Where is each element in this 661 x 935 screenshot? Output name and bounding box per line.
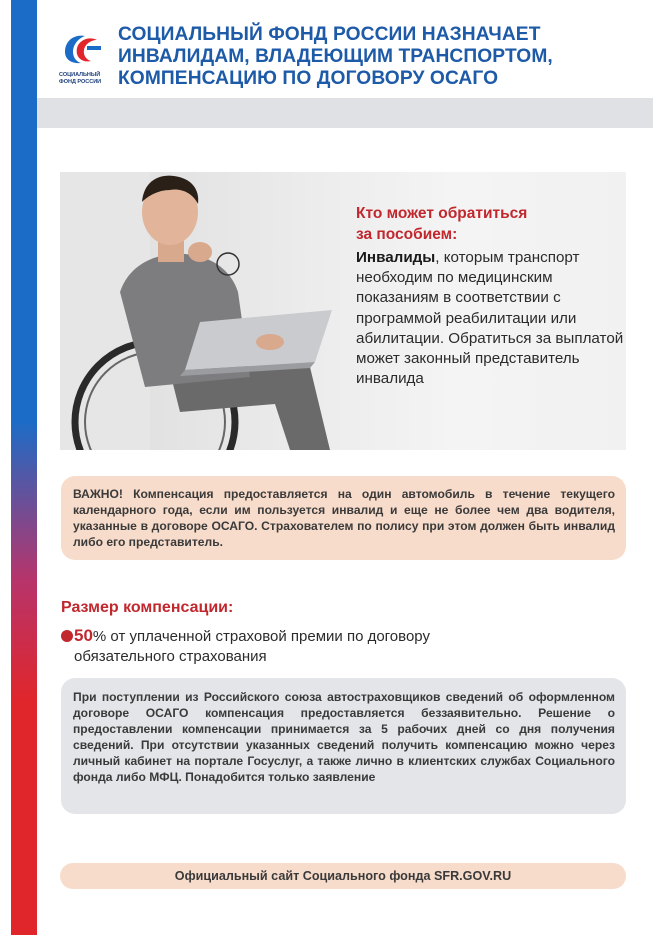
who-bold-word: Инвалиды [356,249,436,266]
compensation-percent: 50 [74,626,93,645]
title-line-2: ИНВАЛИДАМ, ВЛАДЕЮЩИМ ТРАНСПОРТОМ, [118,46,553,67]
logo-text-line2: ФОНД РОССИИ [59,78,102,85]
who-can-apply-heading [356,203,606,245]
important-notice-text: ВАЖНО! Компенсация предоставляется на один автомобиль в течение текущего календарного года, если им пользуется инвалид и еще не более чем два водителя, указанные в договоре ОСАГО. Страхователем по полису при этом должен быть инвалид либо его представитель. [73,487,615,549]
compensation-text-line1: % от уплаченной страховой премии по договору [92,628,430,645]
procedure-info-box [61,678,626,814]
official-site-footer: Официальный сайт Социального фонда SFR.GOV.RU [60,863,626,889]
who-heading-line1: Кто может обратиться [356,205,528,222]
header-divider-strip [37,98,653,128]
who-heading-line2: за пособием: [356,226,458,243]
compensation-amount [74,626,544,667]
page-title [118,24,648,90]
logo-text [59,72,111,85]
title-line-3: КОМПЕНСАЦИЮ ПО ДОГОВОРУ ОСАГО [118,68,499,89]
title-line-1: СОЦИАЛЬНЫЙ ФОНД РОССИИ НАЗНАЧАЕТ [118,24,541,45]
bullet-dot-icon [61,630,73,642]
who-body-text: , которым транспорт необходим по медицинским показаниям в соответствии с программой реабилитации или абилитации. Обратиться за выплатой может законный представитель инвалида [356,249,624,388]
logo-text-line1: СОЦИАЛЬНЫЙ [59,72,101,78]
important-notice-box [61,476,626,560]
side-accent-bar [11,0,37,935]
compensation-heading: Размер компенсации: [61,599,234,616]
procedure-info-text: При поступлении из Российского союза автостраховщиков сведений об оформленном договоре ОСАГО компенсация предоставляется беззаявительно. Решение о предоставлении компенсации принимается за 5 рабочих дней со дня получения сведений. При отсутствии указанных сведений получить компенсацию можно через личный кабинет на портале Госуслуг, а также лично в клиентских службах Социального фонда либо МФЦ. Понадобится только заявление [73,690,615,785]
who-can-apply-text [356,248,631,389]
compensation-text-line2: обязательного страхования [74,648,267,665]
